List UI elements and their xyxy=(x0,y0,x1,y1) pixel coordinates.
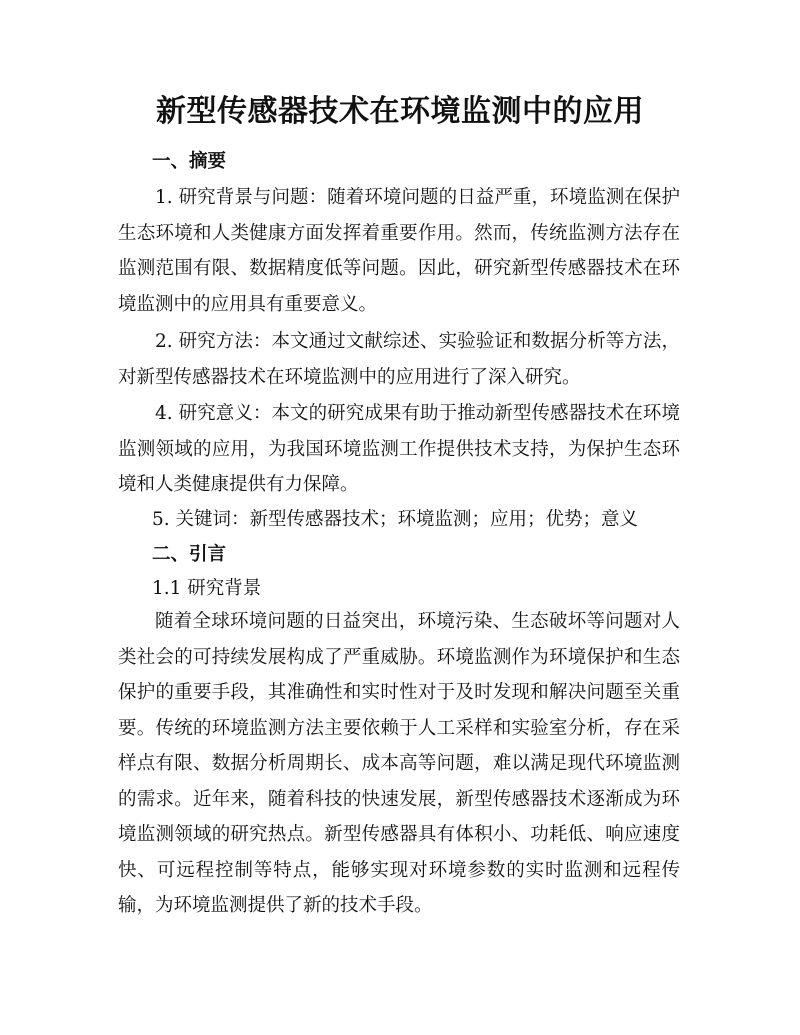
intro-heading: 二、引言 xyxy=(152,544,227,565)
intro-paragraph xyxy=(118,604,680,924)
abstract-item-4-text: 4. 研究意义：本文的研究成果有助于推动新型传感器技术在环境监测领域的应用，为我国环境监测工作提供技术支持，为保护生态环境和人类健康提供有力保障。 xyxy=(118,403,680,495)
abstract-heading: 一、摘要 xyxy=(152,151,227,172)
abstract-item-2 xyxy=(118,324,680,395)
abstract-item-1 xyxy=(118,180,680,322)
intro-paragraph-text: 随着全球环境问题的日益突出，环境污染、生态破坏等问题对人类社会的可持续发展构成了严重威胁。环境监测作为环境保护和生态保护的重要手段，其准确性和实时性对于及时发现和解决问题至关重要。传统的环境监测方法主要依赖于人工采样和实验室分析，存在采样点有限、数据分析周期长、成本高等问题，难以满足现代环境监测的需求。近年来，随着科技的快速发展，新型传感器技术逐渐成为环境监测领域的研究热点。新型传感器具有体积小、功耗低、响应速度快、可远程控制等特点，能够实现对环境参数的实时监测和远程传输，为环境监测提供了新的技术手段。 xyxy=(118,611,680,916)
page-title: 新型传感器技术在环境监测中的应用 xyxy=(156,94,644,129)
abstract-item-4 xyxy=(118,396,680,503)
abstract-item-1-text: 1. 研究背景与问题：随着环境问题的日益严重，环境监测在保护生态环境和人类健康方面发挥着重要作用。然而，传统监测方法存在监测范围有限、数据精度低等问题。因此，研究新型传感器技术在环境监测中的应用具有重要意义。 xyxy=(118,187,680,315)
keywords-line: 5. 关键词：新型传感器技术；环境监测；应用；优势；意义 xyxy=(152,509,639,530)
abstract-item-2-text: 2. 研究方法：本文通过文献综述、实验验证和数据分析等方法，对新型传感器技术在环境监测中的应用进行了深入研究。 xyxy=(118,331,680,388)
intro-subheading: 1.1 研究背景 xyxy=(152,578,262,599)
